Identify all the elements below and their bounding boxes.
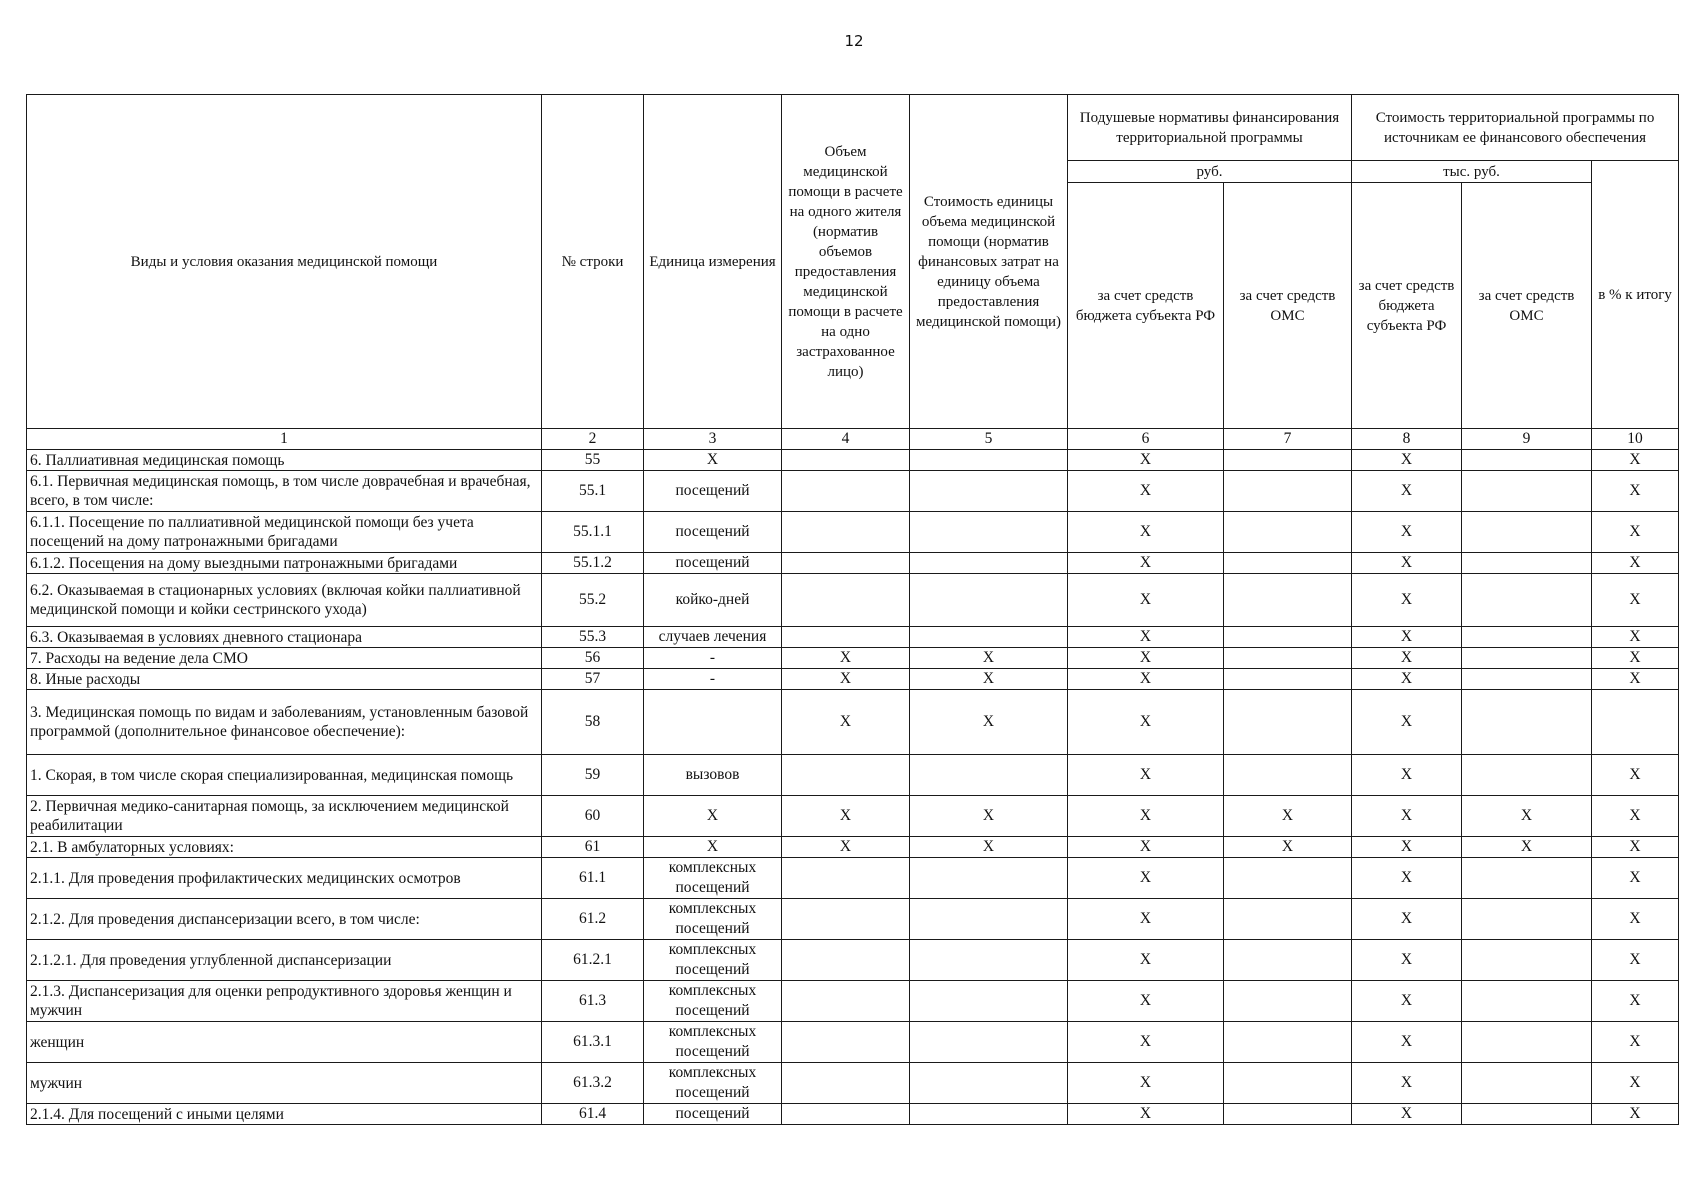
cell-per-capita-oms (1224, 940, 1352, 981)
cell-per-capita-budget: X (1068, 512, 1224, 553)
column-number: 7 (1224, 429, 1352, 450)
row-name: 6.1.2. Посещения на дому выездными патронажными бригадами (27, 553, 542, 574)
row-name: 2.1.1. Для проведения профилактических медицинских осмотров (27, 858, 542, 899)
cell-percent: X (1592, 512, 1679, 553)
header-program-cost: Стоимость территориальной программы по источникам ее финансового обеспечения (1352, 95, 1679, 161)
cell-unit-cost (910, 899, 1068, 940)
cell-cost-budget: X (1352, 450, 1462, 471)
table-header (27, 95, 1679, 450)
row-line-number: 61.3.2 (542, 1063, 644, 1104)
row-line-number: 58 (542, 690, 644, 755)
row-line-number: 60 (542, 796, 644, 837)
row-name: 3. Медицинская помощь по видам и заболеваниям, установленным базовой программой (дополнительное финансовое обеспечение): (27, 690, 542, 755)
cell-cost-oms (1462, 471, 1592, 512)
row-unit (644, 690, 782, 755)
cell-cost-budget: X (1352, 669, 1462, 690)
table-row (27, 450, 1679, 471)
cell-percent: X (1592, 858, 1679, 899)
header-percent-of-total: в % к итогу (1592, 161, 1679, 429)
cell-per-capita-oms (1224, 574, 1352, 627)
cell-volume (782, 940, 910, 981)
cell-unit-cost (910, 450, 1068, 471)
table-row (27, 1104, 1679, 1125)
row-name: 8. Иные расходы (27, 669, 542, 690)
cell-percent: X (1592, 627, 1679, 648)
cell-cost-budget: X (1352, 574, 1462, 627)
column-number: 4 (782, 429, 910, 450)
cell-cost-budget: X (1352, 1104, 1462, 1125)
row-line-number: 55.3 (542, 627, 644, 648)
cell-percent: X (1592, 1063, 1679, 1104)
cell-per-capita-oms (1224, 648, 1352, 669)
row-line-number: 55.1.1 (542, 512, 644, 553)
row-name: женщин (27, 1022, 542, 1063)
cell-per-capita-budget: X (1068, 553, 1224, 574)
row-unit: комплексных посещений (644, 858, 782, 899)
cell-per-capita-oms: X (1224, 837, 1352, 858)
table-row (27, 669, 1679, 690)
row-unit: койко-дней (644, 574, 782, 627)
cell-cost-oms (1462, 940, 1592, 981)
table-row (27, 940, 1679, 981)
cell-unit-cost (910, 512, 1068, 553)
cell-per-capita-budget: X (1068, 837, 1224, 858)
row-name: 2.1.3. Диспансеризация для оценки репродуктивного здоровья женщин и мужчин (27, 981, 542, 1022)
column-number: 9 (1462, 429, 1592, 450)
cell-volume (782, 553, 910, 574)
row-line-number: 55 (542, 450, 644, 471)
table-row (27, 899, 1679, 940)
cell-per-capita-budget: X (1068, 471, 1224, 512)
cell-unit-cost: X (910, 837, 1068, 858)
header-cost-oms: за счет средств ОМС (1462, 183, 1592, 429)
table-row (27, 796, 1679, 837)
row-line-number: 61.3.1 (542, 1022, 644, 1063)
row-line-number: 61.2 (542, 899, 644, 940)
cell-percent: X (1592, 471, 1679, 512)
table-row (27, 627, 1679, 648)
cell-per-capita-oms (1224, 899, 1352, 940)
table-row (27, 690, 1679, 755)
cell-per-capita-oms (1224, 755, 1352, 796)
cell-percent: X (1592, 553, 1679, 574)
row-unit: комплексных посещений (644, 981, 782, 1022)
row-name: 2.1.4. Для посещений с иными целями (27, 1104, 542, 1125)
cell-volume (782, 1022, 910, 1063)
cell-cost-budget: X (1352, 627, 1462, 648)
table-body (27, 450, 1679, 1125)
row-unit: комплексных посещений (644, 940, 782, 981)
row-line-number: 57 (542, 669, 644, 690)
table-row (27, 755, 1679, 796)
row-name: 2.1.2.1. Для проведения углубленной диспансеризации (27, 940, 542, 981)
cell-unit-cost (910, 553, 1068, 574)
cell-volume (782, 574, 910, 627)
row-unit: комплексных посещений (644, 899, 782, 940)
cell-unit-cost (910, 1022, 1068, 1063)
row-unit: вызовов (644, 755, 782, 796)
cell-percent: X (1592, 796, 1679, 837)
cell-cost-oms: X (1462, 796, 1592, 837)
cell-per-capita-oms (1224, 627, 1352, 648)
column-number: 8 (1352, 429, 1462, 450)
cell-per-capita-budget: X (1068, 1104, 1224, 1125)
row-unit: комплексных посещений (644, 1022, 782, 1063)
header-per-capita-budget: за счет средств бюджета субъекта РФ (1068, 183, 1224, 429)
cell-per-capita-budget: X (1068, 690, 1224, 755)
cell-cost-budget: X (1352, 940, 1462, 981)
column-number: 10 (1592, 429, 1679, 450)
cell-unit-cost (910, 1063, 1068, 1104)
cell-per-capita-budget: X (1068, 981, 1224, 1022)
row-unit: X (644, 837, 782, 858)
cell-volume (782, 981, 910, 1022)
row-line-number: 55.1.2 (542, 553, 644, 574)
cell-per-capita-oms (1224, 450, 1352, 471)
cell-cost-oms (1462, 858, 1592, 899)
cell-per-capita-oms (1224, 981, 1352, 1022)
header-cost-budget: за счет средств бюджета субъекта РФ (1352, 183, 1462, 429)
row-line-number: 55.1 (542, 471, 644, 512)
cell-unit-cost: X (910, 648, 1068, 669)
column-number: 6 (1068, 429, 1224, 450)
cell-volume (782, 1104, 910, 1125)
cell-volume (782, 1063, 910, 1104)
cell-volume (782, 471, 910, 512)
cell-percent: X (1592, 981, 1679, 1022)
row-name: 2.1. В амбулаторных условиях: (27, 837, 542, 858)
cell-cost-oms (1462, 627, 1592, 648)
header-unit: Единица измерения (644, 95, 782, 429)
cell-per-capita-budget: X (1068, 858, 1224, 899)
header-kinds-conditions: Виды и условия оказания медицинской помощи (27, 95, 542, 429)
cell-cost-budget: X (1352, 553, 1462, 574)
cell-per-capita-budget: X (1068, 450, 1224, 471)
cell-percent: X (1592, 648, 1679, 669)
cell-cost-budget: X (1352, 899, 1462, 940)
row-name: 6.2. Оказываемая в стационарных условиях (включая койки паллиативной медицинской помощи и койки сестринского ухода) (27, 574, 542, 627)
cell-cost-oms (1462, 1022, 1592, 1063)
row-name: 2.1.2. Для проведения диспансеризации всего, в том числе: (27, 899, 542, 940)
row-name: 1. Скорая, в том числе скорая специализированная, медицинская помощь (27, 755, 542, 796)
cell-percent: X (1592, 837, 1679, 858)
row-unit: посещений (644, 1104, 782, 1125)
cell-percent: X (1592, 755, 1679, 796)
cell-volume (782, 899, 910, 940)
row-name: 7. Расходы на ведение дела СМО (27, 648, 542, 669)
cell-volume: X (782, 690, 910, 755)
row-line-number: 61.4 (542, 1104, 644, 1125)
cell-cost-oms (1462, 648, 1592, 669)
row-name: 2. Первичная медико-санитарная помощь, за исключением медицинской реабилитации (27, 796, 542, 837)
cell-volume (782, 512, 910, 553)
row-name: 6.1. Первичная медицинская помощь, в том числе доврачебная и врачебная, всего, в том числе: (27, 471, 542, 512)
row-unit: случаев лечения (644, 627, 782, 648)
cell-volume (782, 627, 910, 648)
cell-cost-budget: X (1352, 755, 1462, 796)
header-per-capita-standards: Подушевые нормативы финансирования территориальной программы (1068, 95, 1352, 161)
cell-percent: X (1592, 1022, 1679, 1063)
cell-per-capita-budget: X (1068, 755, 1224, 796)
cell-per-capita-budget: X (1068, 940, 1224, 981)
cell-unit-cost (910, 1104, 1068, 1125)
cell-volume: X (782, 837, 910, 858)
cell-per-capita-budget: X (1068, 899, 1224, 940)
cell-unit-cost: X (910, 796, 1068, 837)
cell-per-capita-oms (1224, 669, 1352, 690)
column-number-row (27, 429, 1679, 450)
cell-cost-oms: X (1462, 837, 1592, 858)
cell-per-capita-budget: X (1068, 796, 1224, 837)
cell-cost-oms (1462, 450, 1592, 471)
row-name: мужчин (27, 1063, 542, 1104)
row-line-number: 61 (542, 837, 644, 858)
cell-cost-oms (1462, 1104, 1592, 1125)
cell-volume: X (782, 648, 910, 669)
cell-cost-budget: X (1352, 858, 1462, 899)
header-unit-rub: руб. (1068, 161, 1352, 183)
cell-cost-oms (1462, 981, 1592, 1022)
cell-unit-cost (910, 858, 1068, 899)
cell-volume (782, 450, 910, 471)
cell-percent: X (1592, 1104, 1679, 1125)
table-row (27, 574, 1679, 627)
row-line-number: 61.1 (542, 858, 644, 899)
cell-percent (1592, 690, 1679, 755)
cell-unit-cost: X (910, 669, 1068, 690)
row-unit: X (644, 796, 782, 837)
cell-cost-budget: X (1352, 837, 1462, 858)
cell-per-capita-budget: X (1068, 648, 1224, 669)
table-row (27, 1022, 1679, 1063)
cell-percent: X (1592, 450, 1679, 471)
cell-percent: X (1592, 899, 1679, 940)
cell-per-capita-oms (1224, 690, 1352, 755)
table-row (27, 837, 1679, 858)
cell-volume: X (782, 796, 910, 837)
cell-cost-budget: X (1352, 471, 1462, 512)
row-name: 6.1.1. Посещение по паллиативной медицинской помощи без учета посещений на дому патронажными бригадами (27, 512, 542, 553)
cell-per-capita-budget: X (1068, 627, 1224, 648)
cell-per-capita-oms (1224, 553, 1352, 574)
page-number: 12 (844, 32, 864, 50)
table-row (27, 471, 1679, 512)
row-line-number: 56 (542, 648, 644, 669)
cell-cost-oms (1462, 690, 1592, 755)
column-number: 3 (644, 429, 782, 450)
cell-per-capita-oms: X (1224, 796, 1352, 837)
cell-cost-oms (1462, 755, 1592, 796)
cell-unit-cost (910, 627, 1068, 648)
cell-per-capita-oms (1224, 858, 1352, 899)
row-line-number: 61.3 (542, 981, 644, 1022)
cell-cost-budget: X (1352, 796, 1462, 837)
cell-per-capita-budget: X (1068, 669, 1224, 690)
header-per-capita-oms: за счет средств ОМС (1224, 183, 1352, 429)
row-unit: посещений (644, 512, 782, 553)
column-number: 5 (910, 429, 1068, 450)
cell-per-capita-oms (1224, 471, 1352, 512)
cell-cost-oms (1462, 669, 1592, 690)
cell-cost-budget: X (1352, 690, 1462, 755)
cell-per-capita-budget: X (1068, 574, 1224, 627)
row-unit: - (644, 648, 782, 669)
cell-per-capita-oms (1224, 512, 1352, 553)
column-number: 2 (542, 429, 644, 450)
header-volume-per-resident: Объем медицинской помощи в расчете на одного жителя (норматив объемов предоставления медицинской помощи в расчете на одно застрахованное лицо) (782, 95, 910, 429)
row-unit: посещений (644, 553, 782, 574)
table-row (27, 981, 1679, 1022)
cell-percent: X (1592, 669, 1679, 690)
row-line-number: 61.2.1 (542, 940, 644, 981)
cell-cost-oms (1462, 553, 1592, 574)
cell-cost-oms (1462, 899, 1592, 940)
cell-per-capita-oms (1224, 1104, 1352, 1125)
table-row (27, 512, 1679, 553)
cell-unit-cost (910, 755, 1068, 796)
header-unit-thousand-rub: тыс. руб. (1352, 161, 1592, 183)
cell-cost-oms (1462, 512, 1592, 553)
cell-cost-budget: X (1352, 512, 1462, 553)
header-line-number: № строки (542, 95, 644, 429)
table-row (27, 858, 1679, 899)
cell-unit-cost (910, 981, 1068, 1022)
cell-unit-cost: X (910, 690, 1068, 755)
cell-per-capita-oms (1224, 1022, 1352, 1063)
cell-percent: X (1592, 940, 1679, 981)
cell-per-capita-oms (1224, 1063, 1352, 1104)
row-unit: комплексных посещений (644, 1063, 782, 1104)
cell-unit-cost (910, 574, 1068, 627)
table-row (27, 1063, 1679, 1104)
row-line-number: 55.2 (542, 574, 644, 627)
cell-unit-cost (910, 940, 1068, 981)
cell-cost-budget: X (1352, 981, 1462, 1022)
header-unit-cost: Стоимость единицы объема медицинской помощи (норматив финансовых затрат на единицу объема предоставления медицинской помощи) (910, 95, 1068, 429)
column-number: 1 (27, 429, 542, 450)
cell-cost-budget: X (1352, 1022, 1462, 1063)
row-name: 6. Паллиативная медицинская помощь (27, 450, 542, 471)
cell-unit-cost (910, 471, 1068, 512)
territorial-program-table (26, 94, 1679, 1125)
row-unit: X (644, 450, 782, 471)
cell-percent: X (1592, 574, 1679, 627)
row-unit: - (644, 669, 782, 690)
cell-cost-oms (1462, 1063, 1592, 1104)
cell-cost-oms (1462, 574, 1592, 627)
row-unit: посещений (644, 471, 782, 512)
table-row (27, 648, 1679, 669)
cell-volume: X (782, 669, 910, 690)
cell-volume (782, 858, 910, 899)
cell-per-capita-budget: X (1068, 1063, 1224, 1104)
cell-per-capita-budget: X (1068, 1022, 1224, 1063)
row-name: 6.3. Оказываемая в условиях дневного стационара (27, 627, 542, 648)
cell-volume (782, 755, 910, 796)
row-line-number: 59 (542, 755, 644, 796)
cell-cost-budget: X (1352, 1063, 1462, 1104)
table-row (27, 553, 1679, 574)
cell-cost-budget: X (1352, 648, 1462, 669)
